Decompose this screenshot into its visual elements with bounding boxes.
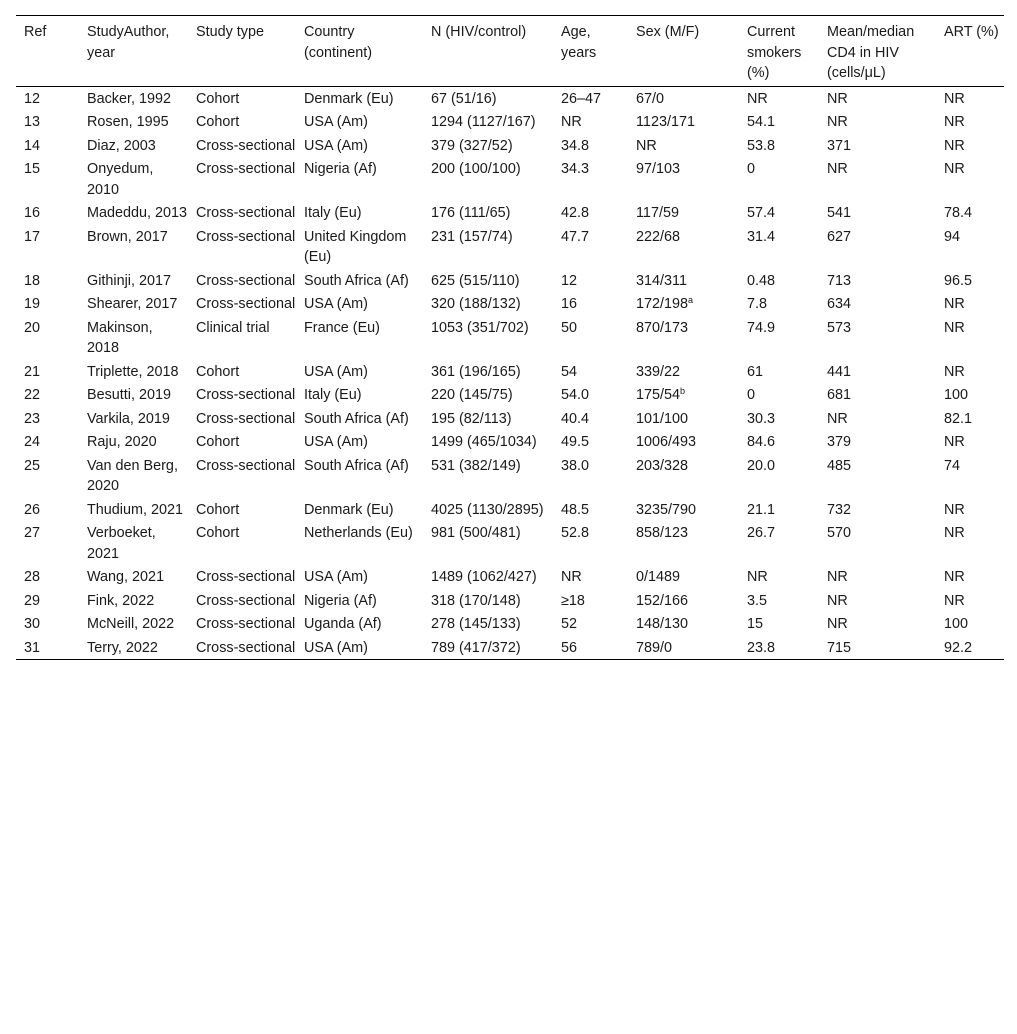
table-row [16,498,1004,522]
col-header-art: ART (%) [944,24,999,40]
sex-value: 152/166 [636,592,689,609]
sex-value: 222/68 [636,228,681,245]
cell-country: USA (Am) [304,434,368,450]
cell-ref: 23 [24,410,41,427]
cell-study-type: Cross-sectional [196,161,296,177]
cell-study-type: Cohort [196,434,240,450]
cell-country: Italy (Eu) [304,205,362,221]
table-row [16,565,1004,589]
cell-study-type: Cross-sectional [196,410,296,427]
cell-age: 16 [561,296,578,312]
sex-value: 175/54 [636,387,681,403]
cell-smokers: 0 [747,387,756,403]
sex-value: 789/0 [636,639,673,656]
cell-smokers: 74.9 [747,319,776,336]
cell-country: South Africa (Af) [304,410,409,427]
cell-country: Italy (Eu) [304,387,362,403]
cell-art: NR [944,161,965,177]
cell-art: NR [944,592,965,609]
cell-ref: 16 [24,205,41,221]
cell-sex [628,86,739,110]
cell-art: NR [944,137,965,154]
cell-ref: 26 [24,501,41,518]
cell-country: USA (Am) [304,296,368,312]
cell-ref: 13 [24,114,41,130]
table-row [16,589,1004,613]
cell-art: 78.4 [944,205,973,221]
cell-smokers: 57.4 [747,205,776,221]
cell-ref: 31 [24,639,41,656]
cell-country: USA (Am) [304,569,368,585]
cell-ref: 22 [24,387,41,403]
cell-age: 52 [561,616,578,632]
sex-value: 101/100 [636,410,689,427]
cell-age: 47.7 [561,228,590,245]
sex-value: 858/123 [636,525,689,541]
cell-author: Verboeket, 2021 [87,525,156,562]
cell-author: Fink, 2022 [87,592,155,609]
cell-art: 92.2 [944,639,973,656]
cell-age: 34.8 [561,137,590,154]
cell-country: United Kingdom (Eu) [304,228,407,265]
cell-smokers: 61 [747,363,764,380]
cell-ref: 28 [24,569,41,585]
table-row [16,110,1004,134]
cell-n: 379 (327/52) [431,137,513,154]
cell-country: USA (Am) [304,137,368,154]
cell-n: 361 (196/165) [431,363,521,380]
cell-ref: 27 [24,525,41,541]
cell-sex [628,636,739,660]
sex-value: 1006/493 [636,434,697,450]
cell-age: 38.0 [561,457,590,474]
cell-sex [628,430,739,454]
cell-study-type: Cross-sectional [196,296,296,312]
study-table-container [16,15,1004,660]
cell-author: Diaz, 2003 [87,137,156,154]
cell-smokers: 0.48 [747,272,776,289]
cell-author: Triplette, 2018 [87,363,179,380]
cell-ref: 25 [24,457,41,474]
cell-art: NR [944,434,965,450]
cell-age: 42.8 [561,205,590,221]
cell-author: Wang, 2021 [87,569,165,585]
cell-sex [628,201,739,225]
col-header-author: StudyAuthor, year [87,24,170,61]
cell-cd4: 379 [827,434,852,450]
cell-cd4: 570 [827,525,852,541]
cell-n: 4025 (1130/2895) [431,501,544,518]
cell-sex [628,157,739,201]
cell-cd4: 573 [827,319,852,336]
table-row [16,225,1004,269]
cell-ref: 17 [24,228,41,245]
cell-study-type: Clinical trial [196,319,270,336]
cell-country: Nigeria (Af) [304,592,377,609]
cell-age: NR [561,114,582,130]
cell-smokers: 30.3 [747,410,776,427]
cell-art: NR [944,569,965,585]
cell-author: Madeddu, 2013 [87,205,188,221]
table-row [16,383,1004,407]
cell-n: 1499 (465/1034) [431,434,537,450]
cell-ref: 20 [24,319,41,336]
col-header-country: Country (continent) [304,24,372,61]
cell-n: 981 (500/481) [431,525,521,541]
table-row [16,521,1004,565]
cell-author: Terry, 2022 [87,639,158,656]
cell-cd4: NR [827,592,848,609]
cell-art: 100 [944,387,969,403]
cell-author: Makinson, 2018 [87,319,153,356]
cell-author: McNeill, 2022 [87,616,175,632]
cell-cd4: 627 [827,228,852,245]
cell-country: Uganda (Af) [304,616,382,632]
cell-author: Brown, 2017 [87,228,168,245]
table-row [16,134,1004,158]
sex-value: 3235/790 [636,501,697,518]
cell-author: Van den Berg, 2020 [87,457,178,494]
cell-cd4: NR [827,569,848,585]
cell-cd4: NR [827,90,848,107]
cell-smokers: NR [747,90,768,107]
cell-ref: 29 [24,592,41,609]
col-header-study-type: Study type [196,24,264,40]
cell-ref: 24 [24,434,41,450]
cell-cd4: 681 [827,387,852,403]
cell-smokers: 7.8 [747,296,768,312]
cell-study-type: Cohort [196,501,240,518]
cell-study-type: Cross-sectional [196,457,296,474]
cell-country: Denmark (Eu) [304,501,394,518]
cell-author: Varkila, 2019 [87,410,170,427]
cell-study-type: Cross-sectional [196,137,296,154]
sex-value: 67/0 [636,90,665,107]
cell-smokers: 3.5 [747,592,768,609]
cell-age: 52.8 [561,525,590,541]
sex-value: 148/130 [636,616,689,632]
cell-country: Nigeria (Af) [304,161,377,177]
cell-study-type: Cross-sectional [196,639,296,656]
cell-age: 50 [561,319,578,336]
cell-study-type: Cohort [196,90,240,107]
table-row [16,612,1004,636]
cell-smokers: 84.6 [747,434,776,450]
cell-sex [628,316,739,360]
cell-n: 1489 (1062/427) [431,569,537,585]
cell-age: 12 [561,272,578,289]
cell-art: NR [944,525,965,541]
cell-age: 56 [561,639,578,656]
cell-n: 320 (188/132) [431,296,521,312]
cell-country: Netherlands (Eu) [304,525,413,541]
cell-study-type: Cross-sectional [196,205,296,221]
cell-sex [628,407,739,431]
cell-sex [628,612,739,636]
sex-value: NR [636,137,657,154]
cell-cd4: 441 [827,363,852,380]
cell-n: 278 (145/133) [431,616,521,632]
col-header-ref: Ref [24,24,47,40]
cell-smokers: 53.8 [747,137,776,154]
cell-art: NR [944,90,965,107]
cell-country: USA (Am) [304,114,368,130]
cell-age: 34.3 [561,161,590,177]
cell-cd4: 732 [827,501,852,518]
cell-age: 40.4 [561,410,590,427]
cell-author: Besutti, 2019 [87,387,172,403]
cell-ref: 14 [24,137,41,154]
cell-age: 48.5 [561,501,590,518]
cell-n: 1294 (1127/167) [431,114,536,130]
cell-age: NR [561,569,582,585]
table-row [16,407,1004,431]
cell-country: South Africa (Af) [304,272,409,289]
footnote-marker: b [680,386,686,396]
cell-author: Raju, 2020 [87,434,157,450]
cell-author: Shearer, 2017 [87,296,178,312]
cell-study-type: Cross-sectional [196,272,296,289]
col-header-sex: Sex (M/F) [636,24,700,40]
cell-n: 789 (417/372) [431,639,521,656]
cell-smokers: 54.1 [747,114,776,130]
cell-author: Onyedum, 2010 [87,161,154,198]
table-body [16,86,1004,660]
cell-country: South Africa (Af) [304,457,409,474]
cell-study-type: Cross-sectional [196,387,296,403]
col-header-cd4: Mean/median CD4 in HIV (cells/μL) [827,24,915,81]
cell-smokers: 0 [747,161,756,177]
cell-smokers: 26.7 [747,525,776,541]
cell-ref: 12 [24,90,41,107]
table-row [16,430,1004,454]
cell-ref: 30 [24,616,41,632]
cell-ref: 15 [24,161,41,177]
cell-n: 67 (51/16) [431,90,497,107]
cell-art: 94 [944,228,961,245]
cell-author: Thudium, 2021 [87,501,183,518]
cell-author: Backer, 1992 [87,90,172,107]
col-header-smokers: Current smokers (%) [747,24,802,81]
cell-study-type: Cohort [196,525,240,541]
cell-study-type: Cohort [196,114,240,130]
cell-age: 26–47 [561,90,602,107]
cell-cd4: NR [827,161,848,177]
sex-value: 870/173 [636,319,689,336]
table-row [16,454,1004,498]
sex-value: 339/22 [636,363,681,380]
cell-author: Githinji, 2017 [87,272,171,289]
cell-sex [628,360,739,384]
cell-study-type: Cross-sectional [196,228,296,245]
cell-art: 96.5 [944,272,973,289]
sex-value: 97/103 [636,161,681,177]
cell-sex [628,498,739,522]
cell-cd4: NR [827,114,848,130]
sex-value: 314/311 [636,272,687,289]
cell-age: 49.5 [561,434,590,450]
cell-smokers: 23.8 [747,639,776,656]
cell-sex [628,521,739,565]
cell-age: 54 [561,363,578,380]
cell-country: USA (Am) [304,639,368,656]
cell-n: 220 (145/75) [431,387,513,403]
cell-ref: 21 [24,363,41,380]
cell-art: NR [944,319,965,336]
cell-cd4: NR [827,616,848,632]
cell-cd4: 634 [827,296,852,312]
sex-value: 172/198 [636,296,689,312]
cell-n: 531 (382/149) [431,457,521,474]
cell-sex [628,383,739,407]
cell-n: 200 (100/100) [431,161,521,177]
cell-n: 195 (82/113) [431,410,512,427]
cell-study-type: Cohort [196,363,240,380]
cell-n: 318 (170/148) [431,592,521,609]
cell-sex [628,565,739,589]
cell-art: 82.1 [944,410,973,427]
sex-value: 117/59 [636,205,679,221]
cell-ref: 18 [24,272,41,289]
cell-art: NR [944,363,965,380]
cell-n: 231 (157/74) [431,228,513,245]
cell-study-type: Cross-sectional [196,616,296,632]
table-row [16,316,1004,360]
cell-country: France (Eu) [304,319,380,336]
cell-art: NR [944,501,965,518]
cell-smokers: 15 [747,616,764,632]
col-header-n: N (HIV/control) [431,24,527,40]
footnote-marker: a [688,295,694,305]
cell-smokers: 21.1 [747,501,776,518]
cell-art: NR [944,296,965,312]
col-header-age: Age, years [561,24,597,61]
cell-n: 1053 (351/702) [431,319,529,336]
cell-n: 176 (111/65) [431,205,511,221]
cell-smokers: 20.0 [747,457,776,474]
cell-cd4: 541 [827,205,852,221]
cell-cd4: 485 [827,457,852,474]
cell-cd4: 713 [827,272,852,289]
table-header-row [16,16,1004,87]
cell-country: Denmark (Eu) [304,90,394,107]
sex-value: 203/328 [636,457,689,474]
cell-cd4: NR [827,410,848,427]
table-row [16,157,1004,201]
table-row [16,269,1004,293]
study-characteristics-table [16,15,1004,660]
cell-smokers: NR [747,569,768,585]
table-row [16,360,1004,384]
cell-country: USA (Am) [304,363,368,380]
table-row [16,636,1004,660]
cell-ref: 19 [24,296,41,312]
cell-study-type: Cross-sectional [196,592,296,609]
table-row [16,201,1004,225]
cell-smokers: 31.4 [747,228,776,245]
cell-sex [628,134,739,158]
sex-value: 1123/171 [636,114,695,130]
cell-art: 74 [944,457,961,474]
cell-age: 54.0 [561,387,590,403]
cell-sex [628,269,739,293]
cell-cd4: 371 [827,137,852,154]
cell-art: NR [944,114,965,130]
cell-sex [628,225,739,269]
cell-art: 100 [944,616,969,632]
cell-cd4: 715 [827,639,852,656]
cell-study-type: Cross-sectional [196,569,296,585]
table-row [16,86,1004,110]
cell-age: ≥18 [561,592,585,609]
cell-sex [628,110,739,134]
cell-n: 625 (515/110) [431,272,520,289]
table-row [16,292,1004,316]
cell-sex [628,589,739,613]
cell-author: Rosen, 1995 [87,114,169,130]
cell-sex [628,292,739,316]
cell-sex [628,454,739,498]
sex-value: 0/1489 [636,569,681,585]
